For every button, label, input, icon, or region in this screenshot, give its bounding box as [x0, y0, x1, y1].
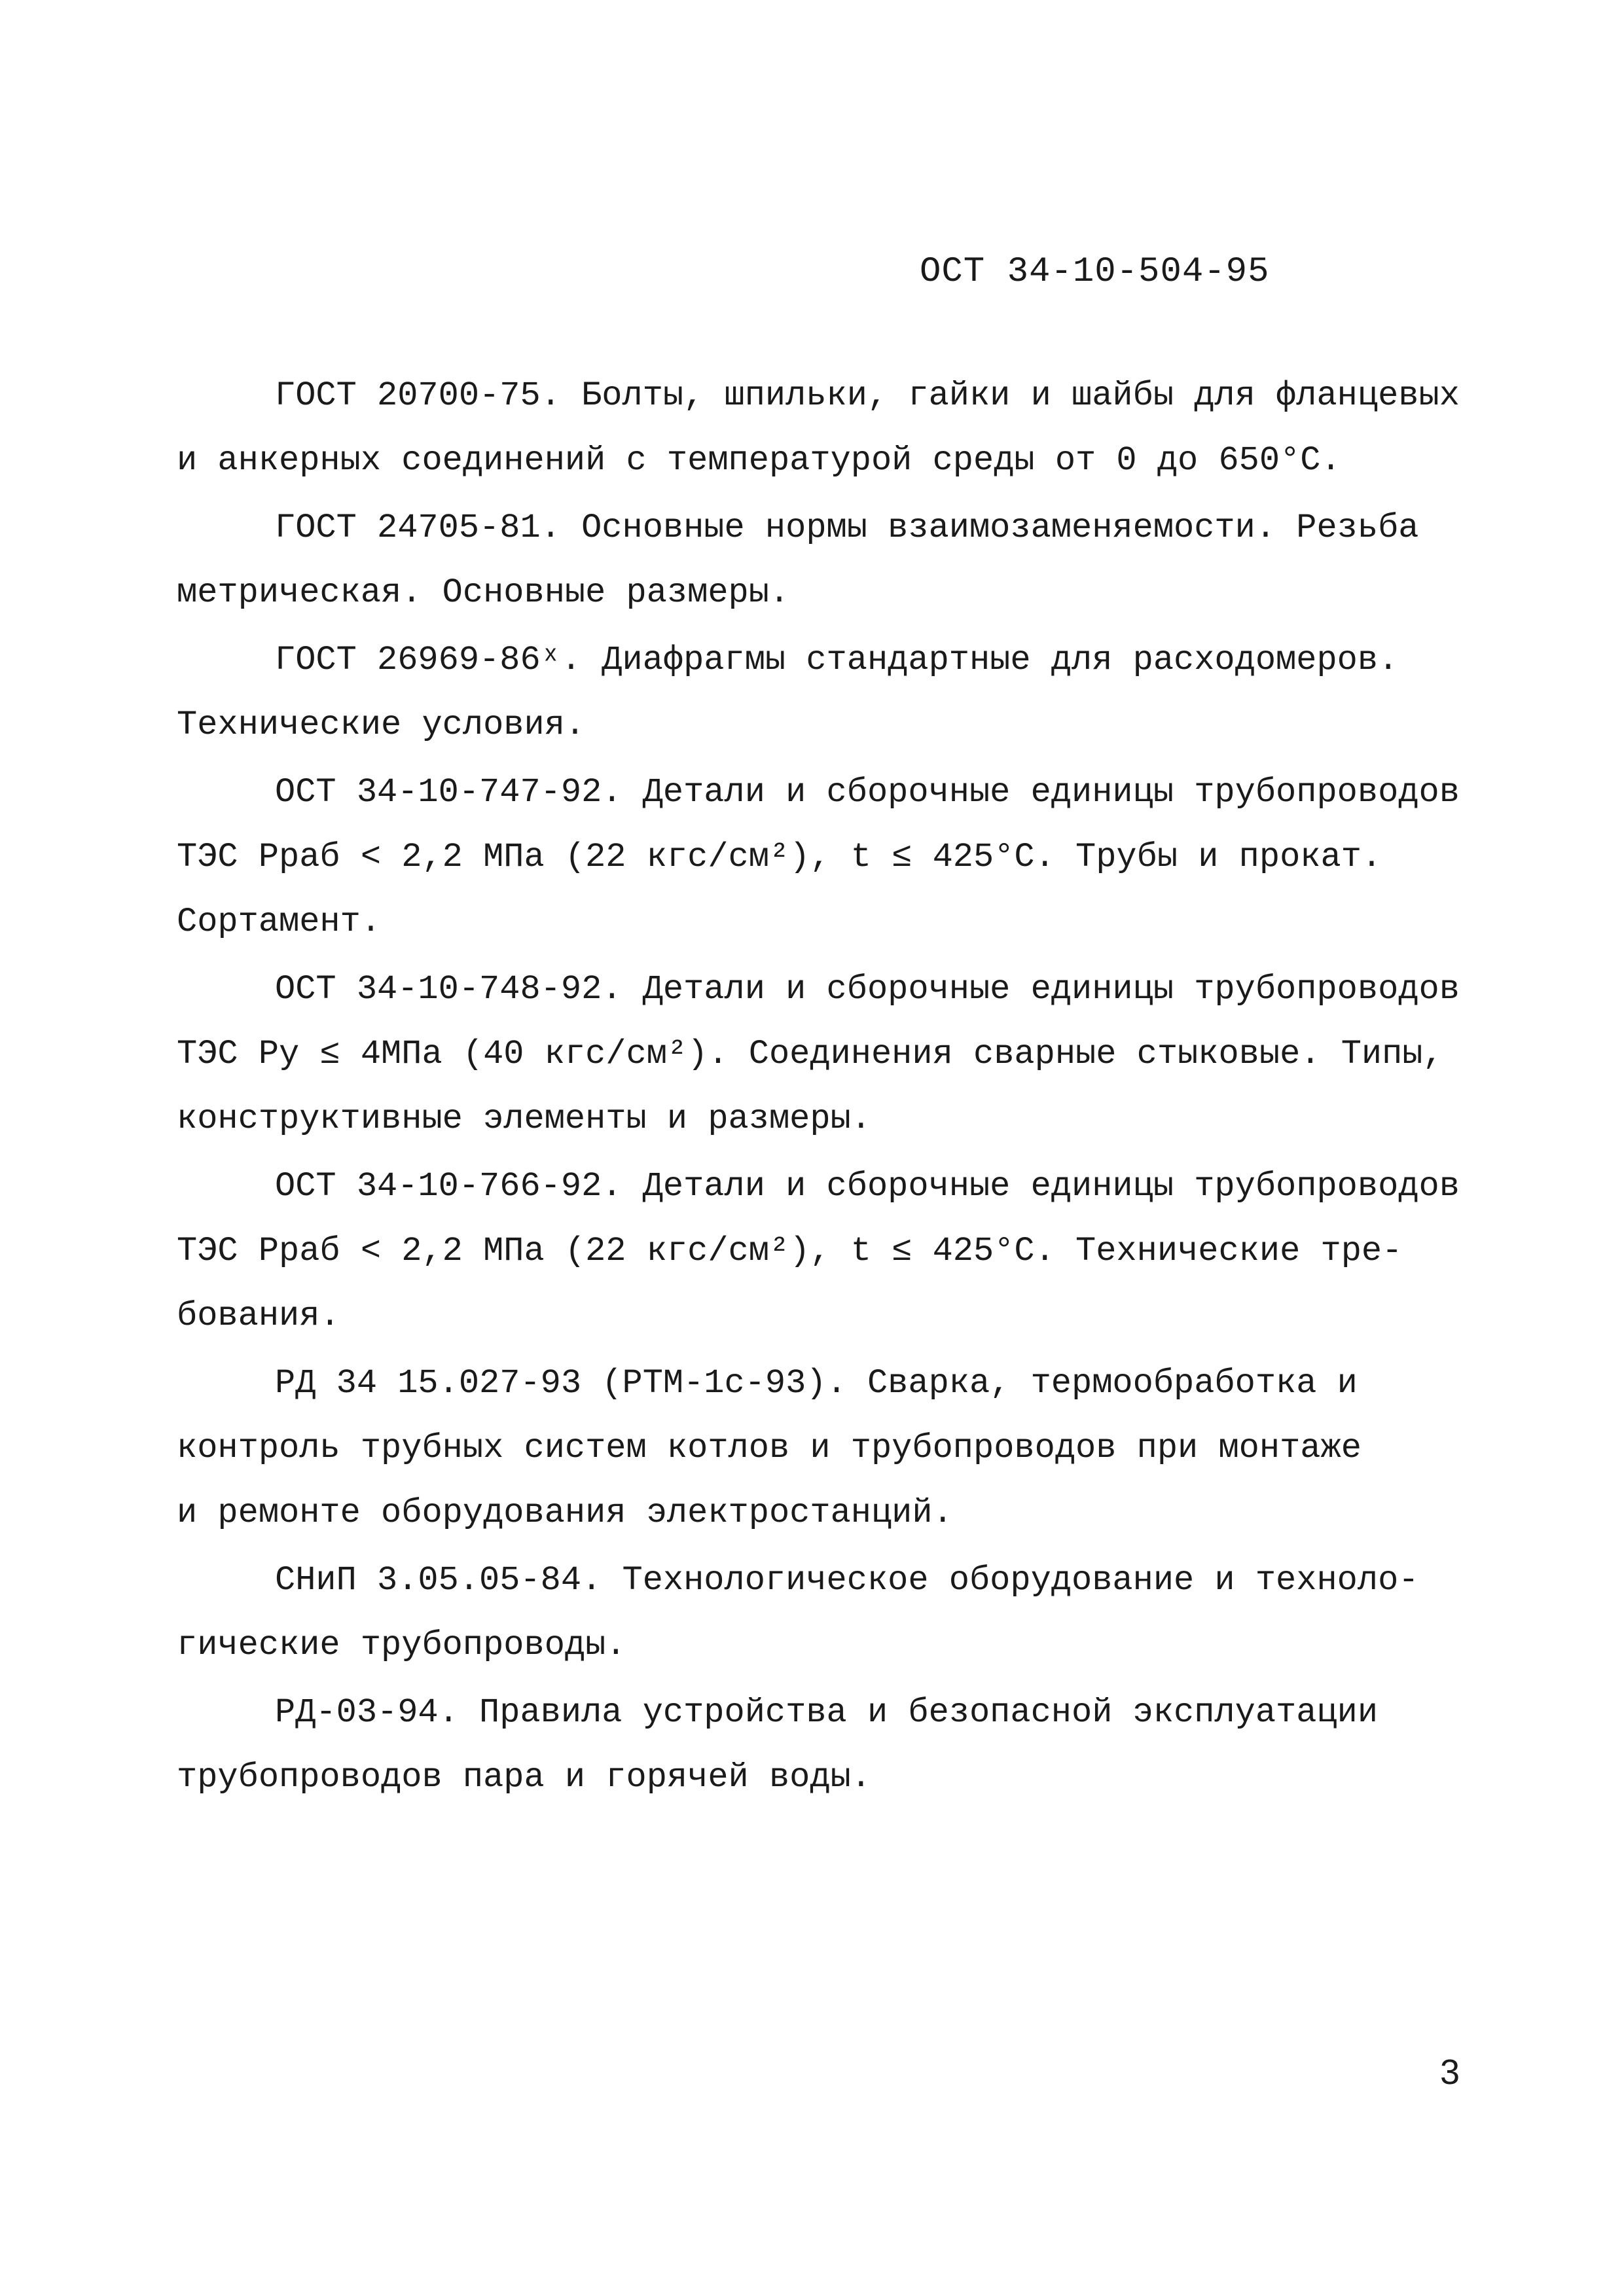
- reference-line: ОСТ 34-10-748-92. Детали и сборочные единицы трубопроводов: [275, 970, 1460, 1009]
- reference-line: Технические условия.: [177, 706, 586, 744]
- reference-line: и ремонте оборудования электростанций.: [177, 1494, 953, 1532]
- reference-line: бования.: [177, 1297, 340, 1335]
- reference-line: Сортамент.: [177, 903, 382, 941]
- reference-line: ТЭС Рраб < 2,2 МПа (22 кгс/см²), t ≤ 425°С. Трубы и прокат.: [177, 838, 1382, 876]
- reference-item: [177, 760, 1460, 954]
- reference-line: ОСТ 34-10-766-92. Детали и сборочные единицы трубопроводов: [275, 1167, 1460, 1206]
- reference-line: ГОСТ 20700-75. Болты, шпильки, гайки и шайбы для фланцевых: [275, 376, 1460, 415]
- reference-item: [177, 1548, 1447, 1677]
- reference-line: ОСТ 34-10-747-92. Детали и сборочные единицы трубопроводов: [275, 773, 1460, 812]
- reference-item: [177, 1154, 1460, 1348]
- reference-line: контроль трубных систем котлов и трубопроводов при монтаже: [177, 1429, 1362, 1467]
- reference-item: [177, 1351, 1447, 1545]
- reference-item: [177, 363, 1460, 493]
- page-number: 3: [1440, 2053, 1460, 2092]
- reference-line: ГОСТ 24705-81. Основные нормы взаимозаменяемости. Резьба: [275, 509, 1419, 547]
- reference-line: РД 34 15.027-93 (РТМ-1с-93). Сварка, термообработка и: [275, 1364, 1358, 1403]
- reference-line: и анкерных соединений с температурой среды от 0 до 650°С.: [177, 441, 1341, 480]
- reference-line: конструктивные элементы и размеры.: [177, 1100, 871, 1138]
- reference-line: РД-03-94. Правила устройства и безопасной эксплуатации: [275, 1693, 1379, 1732]
- reference-line: метрическая. Основные размеры.: [177, 573, 790, 612]
- reference-line: ГОСТ 26969-86ˣ. Диафрагмы стандартные для расходомеров.: [275, 641, 1399, 679]
- reference-item: [177, 495, 1447, 625]
- document-code: ОСТ 34-10-504-95: [920, 252, 1270, 292]
- reference-item: [177, 628, 1447, 757]
- reference-line: ТЭС Ру ≤ 4МПа (40 кгс/см²). Соединения сварные стыковые. Типы,: [177, 1035, 1443, 1073]
- reference-item: [177, 1680, 1447, 1810]
- reference-line: СНиП 3.05.05-84. Технологическое оборудование и техноло-: [275, 1561, 1419, 1600]
- reference-item: [177, 957, 1460, 1151]
- reference-line: трубопроводов пара и горячей воды.: [177, 1758, 871, 1797]
- references-list: [177, 363, 1460, 1812]
- reference-line: гические трубопроводы.: [177, 1626, 626, 1664]
- reference-line: ТЭС Рраб < 2,2 МПа (22 кгс/см²), t ≤ 425°С. Технические тре-: [177, 1232, 1403, 1270]
